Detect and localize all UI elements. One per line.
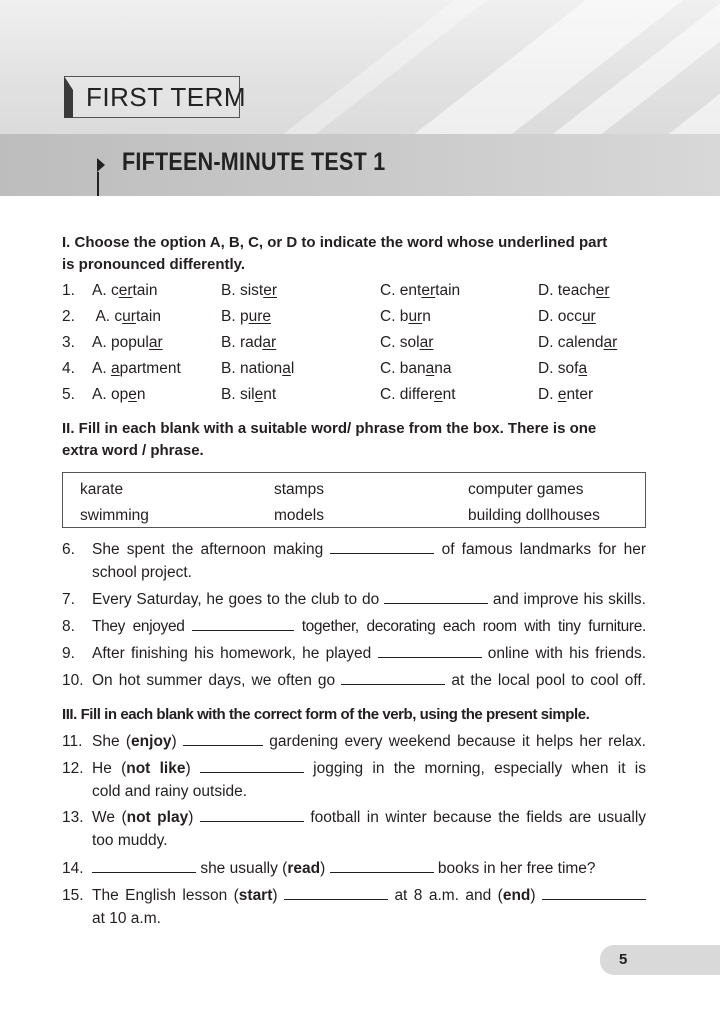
section-1-title: I. Choose the option A, B, C, or D to indicate the word whose underlined part is pronounced differently. bbox=[62, 234, 608, 273]
question-number: 12. bbox=[62, 760, 84, 777]
option-c[interactable]: C. banana bbox=[380, 360, 452, 377]
answer-blank[interactable] bbox=[542, 885, 646, 900]
answer-blank[interactable] bbox=[200, 758, 304, 773]
question-number: 14. bbox=[62, 860, 84, 877]
question-8: They enjoyed together, decorating each room with tiny furniture. bbox=[92, 618, 646, 635]
question-number: 7. bbox=[62, 591, 75, 608]
option-b[interactable]: B. silent bbox=[221, 386, 277, 403]
question-number: 13. bbox=[62, 809, 84, 826]
option-b[interactable]: B. pure bbox=[221, 308, 271, 325]
answer-blank[interactable] bbox=[200, 807, 304, 822]
option-c[interactable]: C. solar bbox=[380, 334, 434, 351]
answer-blank[interactable] bbox=[378, 643, 482, 658]
option-a[interactable]: A. certain bbox=[92, 282, 158, 299]
option-a[interactable]: A. apartment bbox=[92, 360, 181, 377]
item-number: 1. bbox=[62, 282, 75, 299]
answer-blank[interactable] bbox=[284, 885, 388, 900]
item-number: 4. bbox=[62, 360, 75, 377]
section-3-title: III. Fill in each blank with the correct form of the verb, using the present simple. bbox=[62, 706, 590, 723]
option-b[interactable]: B. national bbox=[221, 360, 295, 377]
page-number: 5 bbox=[619, 951, 628, 968]
option-a[interactable]: A. popular bbox=[92, 334, 163, 351]
option-c[interactable]: C. entertain bbox=[380, 282, 461, 299]
question-14: she usually (read) books in her free time? bbox=[92, 857, 646, 880]
item-number: 2. bbox=[62, 308, 75, 325]
question-number: 6. bbox=[62, 541, 75, 558]
option-b[interactable]: B. radar bbox=[221, 334, 277, 351]
box-word: models bbox=[274, 507, 324, 524]
option-d[interactable]: D. enter bbox=[538, 386, 594, 403]
question-number: 9. bbox=[62, 645, 75, 662]
question-number: 8. bbox=[62, 618, 75, 635]
term-title: FIRST TERM bbox=[86, 82, 247, 112]
box-word: building dollhouses bbox=[468, 507, 600, 524]
answer-blank[interactable] bbox=[192, 616, 294, 631]
option-c[interactable]: C. different bbox=[380, 386, 456, 403]
option-c[interactable]: C. burn bbox=[380, 308, 431, 325]
question-number: 15. bbox=[62, 887, 84, 904]
answer-blank[interactable] bbox=[183, 731, 263, 746]
question-15: The English lesson (start) at 8 a.m. and (end) bbox=[92, 884, 646, 907]
word-box bbox=[62, 472, 646, 528]
question-number: 10. bbox=[62, 672, 84, 689]
question-11: She (enjoy) gardening every weekend because it helps her relax. bbox=[92, 733, 646, 750]
answer-blank[interactable] bbox=[384, 589, 488, 604]
item-number: 3. bbox=[62, 334, 75, 351]
question-number: 11. bbox=[62, 733, 83, 750]
option-d[interactable]: D. sofa bbox=[538, 360, 588, 377]
section-2-title: II. Fill in each blank with a suitable word/ phrase from the box. There is one extra word / phrase. bbox=[62, 420, 597, 459]
test-title: FIFTEEN-MINUTE TEST 1 bbox=[122, 148, 386, 176]
option-b[interactable]: B. sister bbox=[221, 282, 277, 299]
option-a[interactable]: A. open bbox=[92, 386, 146, 403]
question-6-line2: school project. bbox=[92, 564, 192, 581]
box-word: computer games bbox=[468, 481, 584, 498]
question-15-line2: at 10 a.m. bbox=[92, 910, 161, 927]
question-7: Every Saturday, he goes to the club to do and improve his skills. bbox=[92, 591, 646, 608]
page-number-tab bbox=[600, 945, 720, 975]
box-word: karate bbox=[80, 481, 124, 498]
arrow-icon bbox=[97, 158, 105, 172]
answer-blank[interactable] bbox=[330, 539, 434, 554]
term-corner-decoration bbox=[64, 76, 73, 118]
question-12-line2: cold and rainy outside. bbox=[92, 783, 248, 800]
answer-blank[interactable] bbox=[330, 858, 434, 873]
answer-blank[interactable] bbox=[92, 858, 196, 873]
option-d[interactable]: D. teacher bbox=[538, 282, 610, 299]
box-word: swimming bbox=[80, 507, 149, 524]
option-d[interactable]: D. calendar bbox=[538, 334, 618, 351]
arrow-line bbox=[97, 172, 99, 196]
question-13: We (not play) football in winter because the fields are usually bbox=[92, 809, 647, 826]
option-d[interactable]: D. occur bbox=[538, 308, 596, 325]
question-6: She spent the afternoon making of famous landmarks for her bbox=[92, 541, 647, 558]
question-12: He (not like) jogging in the morning, especially when it is bbox=[92, 760, 646, 777]
question-13-line2: too muddy. bbox=[92, 832, 168, 849]
item-number: 5. bbox=[62, 386, 75, 403]
question-9: After finishing his homework, he played online with his friends. bbox=[92, 645, 647, 662]
box-word: stamps bbox=[274, 481, 324, 498]
option-a[interactable]: A. curtain bbox=[92, 308, 161, 325]
answer-blank[interactable] bbox=[341, 670, 445, 685]
question-10: On hot summer days, we often go at the local pool to cool off. bbox=[92, 672, 646, 689]
